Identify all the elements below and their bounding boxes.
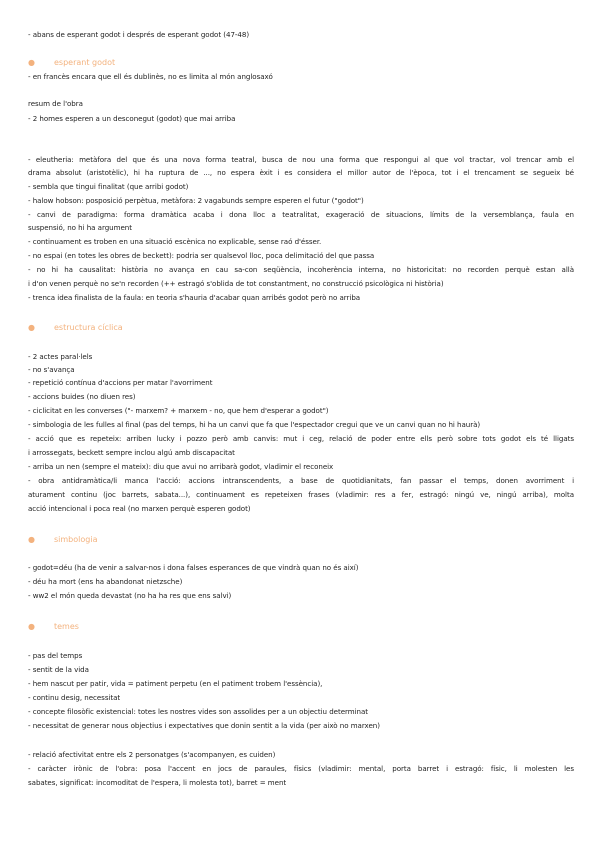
- text-line: - sentit de la vida: [28, 665, 89, 674]
- section-heading-simbologia: ● simbologia: [28, 535, 98, 544]
- text-line: - necessitat de generar nous objectius i expectatives que donin sentit a la vida (per això no marxen): [28, 721, 380, 730]
- text-line: - 2 homes esperen a un desconegut (godot) que mai arriba: [28, 114, 236, 123]
- bullet-icon: ●: [28, 535, 35, 544]
- text-line: - pas del temps: [28, 651, 83, 660]
- text-line: - trenca idea finalista de la faula: en teoria s'hauria d'acabar quan arribés godot però no arriba: [28, 293, 361, 302]
- text-line: sabates, significat: incomoditat de l'espera, li molesta tot), barret = ment: [28, 778, 287, 787]
- text-line: i d'on venen perquè no se'n recorden (++ estragó s'oblida de tot constantment, no construcció psicològica ni història): [28, 279, 444, 288]
- text-line: - godot=déu (ha de venir a salvar-nos i dona falses esperances de que vindrà quan no és així): [28, 563, 359, 572]
- text-line: - 2 actes paral·lels: [28, 352, 93, 361]
- text-line: suspensió, no hi ha argument: [28, 223, 132, 232]
- text-line: - eleutheria: metàfora del que és una nova forma teatral, busca de nou una forma que respongui al que vol tractar, vol trencar amb el: [28, 155, 574, 164]
- text-line: - en francès encara que ell és dublinès, no es limita al món anglosaxó: [28, 72, 273, 81]
- text-line: - hem nascut per patir, vida = patiment perpetu (en el patiment trobem l'essència),: [28, 679, 323, 688]
- text-line: - obra antidramàtica/li manca l'acció: accions intranscendents, a base de quotidianitats, fan passar el temps, donen avorriment i: [28, 476, 574, 485]
- intro-line: - abans de esperant godot i després de esperant godot (47-48): [28, 30, 250, 39]
- text-line: - canvi de paradigma: forma dramàtica acaba i dona lloc a teatralitat, exageració de situacions, límits de la versemblança, faula en: [28, 210, 574, 219]
- text-line: i arrossegats, beckett sempre inclou algú amb discapacitat: [28, 448, 235, 457]
- text-line: - ww2 el món queda devastat (no ha ha res que ens salvi): [28, 591, 232, 600]
- text-line: - simbologia de les fulles al final (pas del temps, hi ha un canvi que fa que l'espectador cregui que ve un canvi quan no hi haurà): [28, 420, 481, 429]
- text-line: drama absolut (aristotèlic), hi ha ruptura de ..., no espera èxit i es considera el millor autor de l'època, tot i el trencament se segueix bé: [28, 168, 574, 177]
- text-line: - relació afectivitat entre els 2 personatges (s'acompanyen, es cuiden): [28, 750, 276, 759]
- section-heading-temes: ● temes: [28, 622, 79, 631]
- section-heading-estructura-ciclica: ● estructura cíclica: [28, 323, 123, 332]
- subheading-resum: resum de l'obra: [28, 99, 83, 108]
- text-line: - no hi ha causalitat: història no avança en cau sa-con seqüència, incoherència interna, no historicitat: no recorden perquè estan allà: [28, 265, 574, 274]
- text-line: - continu desig, necessitat: [28, 693, 121, 702]
- text-line: - concepte filosòfic existencial: totes les nostres vides son assolides per a un objectiu determinat: [28, 707, 369, 716]
- section-heading-esperant-godot: ● esperant godot: [28, 58, 116, 67]
- text-line: - no espai (en totes les obres de beckett): podria ser qualsevol lloc, poca delimitació del que passa: [28, 251, 375, 260]
- text-line: - accions buides (no diuen res): [28, 392, 136, 401]
- text-line: aturament continu (joc barrets, sabata...), continuament es repeteixen frases (vladimir: res a fer, estragó: ningú ve, ningú arriba), molta: [28, 490, 574, 499]
- text-line: - sembla que tingui finalitat (que arribi godot): [28, 182, 189, 191]
- text-line: - déu ha mort (ens ha abandonat nietzsche): [28, 577, 183, 586]
- bullet-icon: ●: [28, 58, 35, 67]
- text-line: - halow hobson: posposició perpètua, metàfora: 2 vagabunds sempre esperen el futur ("godot"): [28, 196, 364, 205]
- bullet-icon: ●: [28, 622, 35, 631]
- text-line: - no s'avança: [28, 365, 75, 374]
- text-line: - continuament es troben en una situació escènica no explicable, sense raó d'ésser.: [28, 237, 322, 246]
- text-line: - repetició contínua d'accions per matar l'avorriment: [28, 378, 213, 387]
- text-line: - caràcter irònic de l'obra: posa l'accent en jocs de paraules, físics (vladimir: mental, porta barret i estragó: físic, li molesten les: [28, 764, 574, 773]
- text-line: - ciclicitat en les converses ("- marxem? + marxem - no, que hem d'esperar a godot"): [28, 406, 329, 415]
- text-line: - acció que es repeteix: arriben lucky i pozzo però amb canvis: mut i ceg, relació de poder entre ells però sobre tots godot els té lligats: [28, 434, 574, 443]
- text-line: - arriba un nen (sempre el mateix): diu que avui no arribarà godot, vladimir el reconeix: [28, 462, 334, 471]
- bullet-icon: ●: [28, 323, 35, 332]
- text-line: acció intencional i poca real (no marxen perquè esperen godot): [28, 504, 251, 513]
